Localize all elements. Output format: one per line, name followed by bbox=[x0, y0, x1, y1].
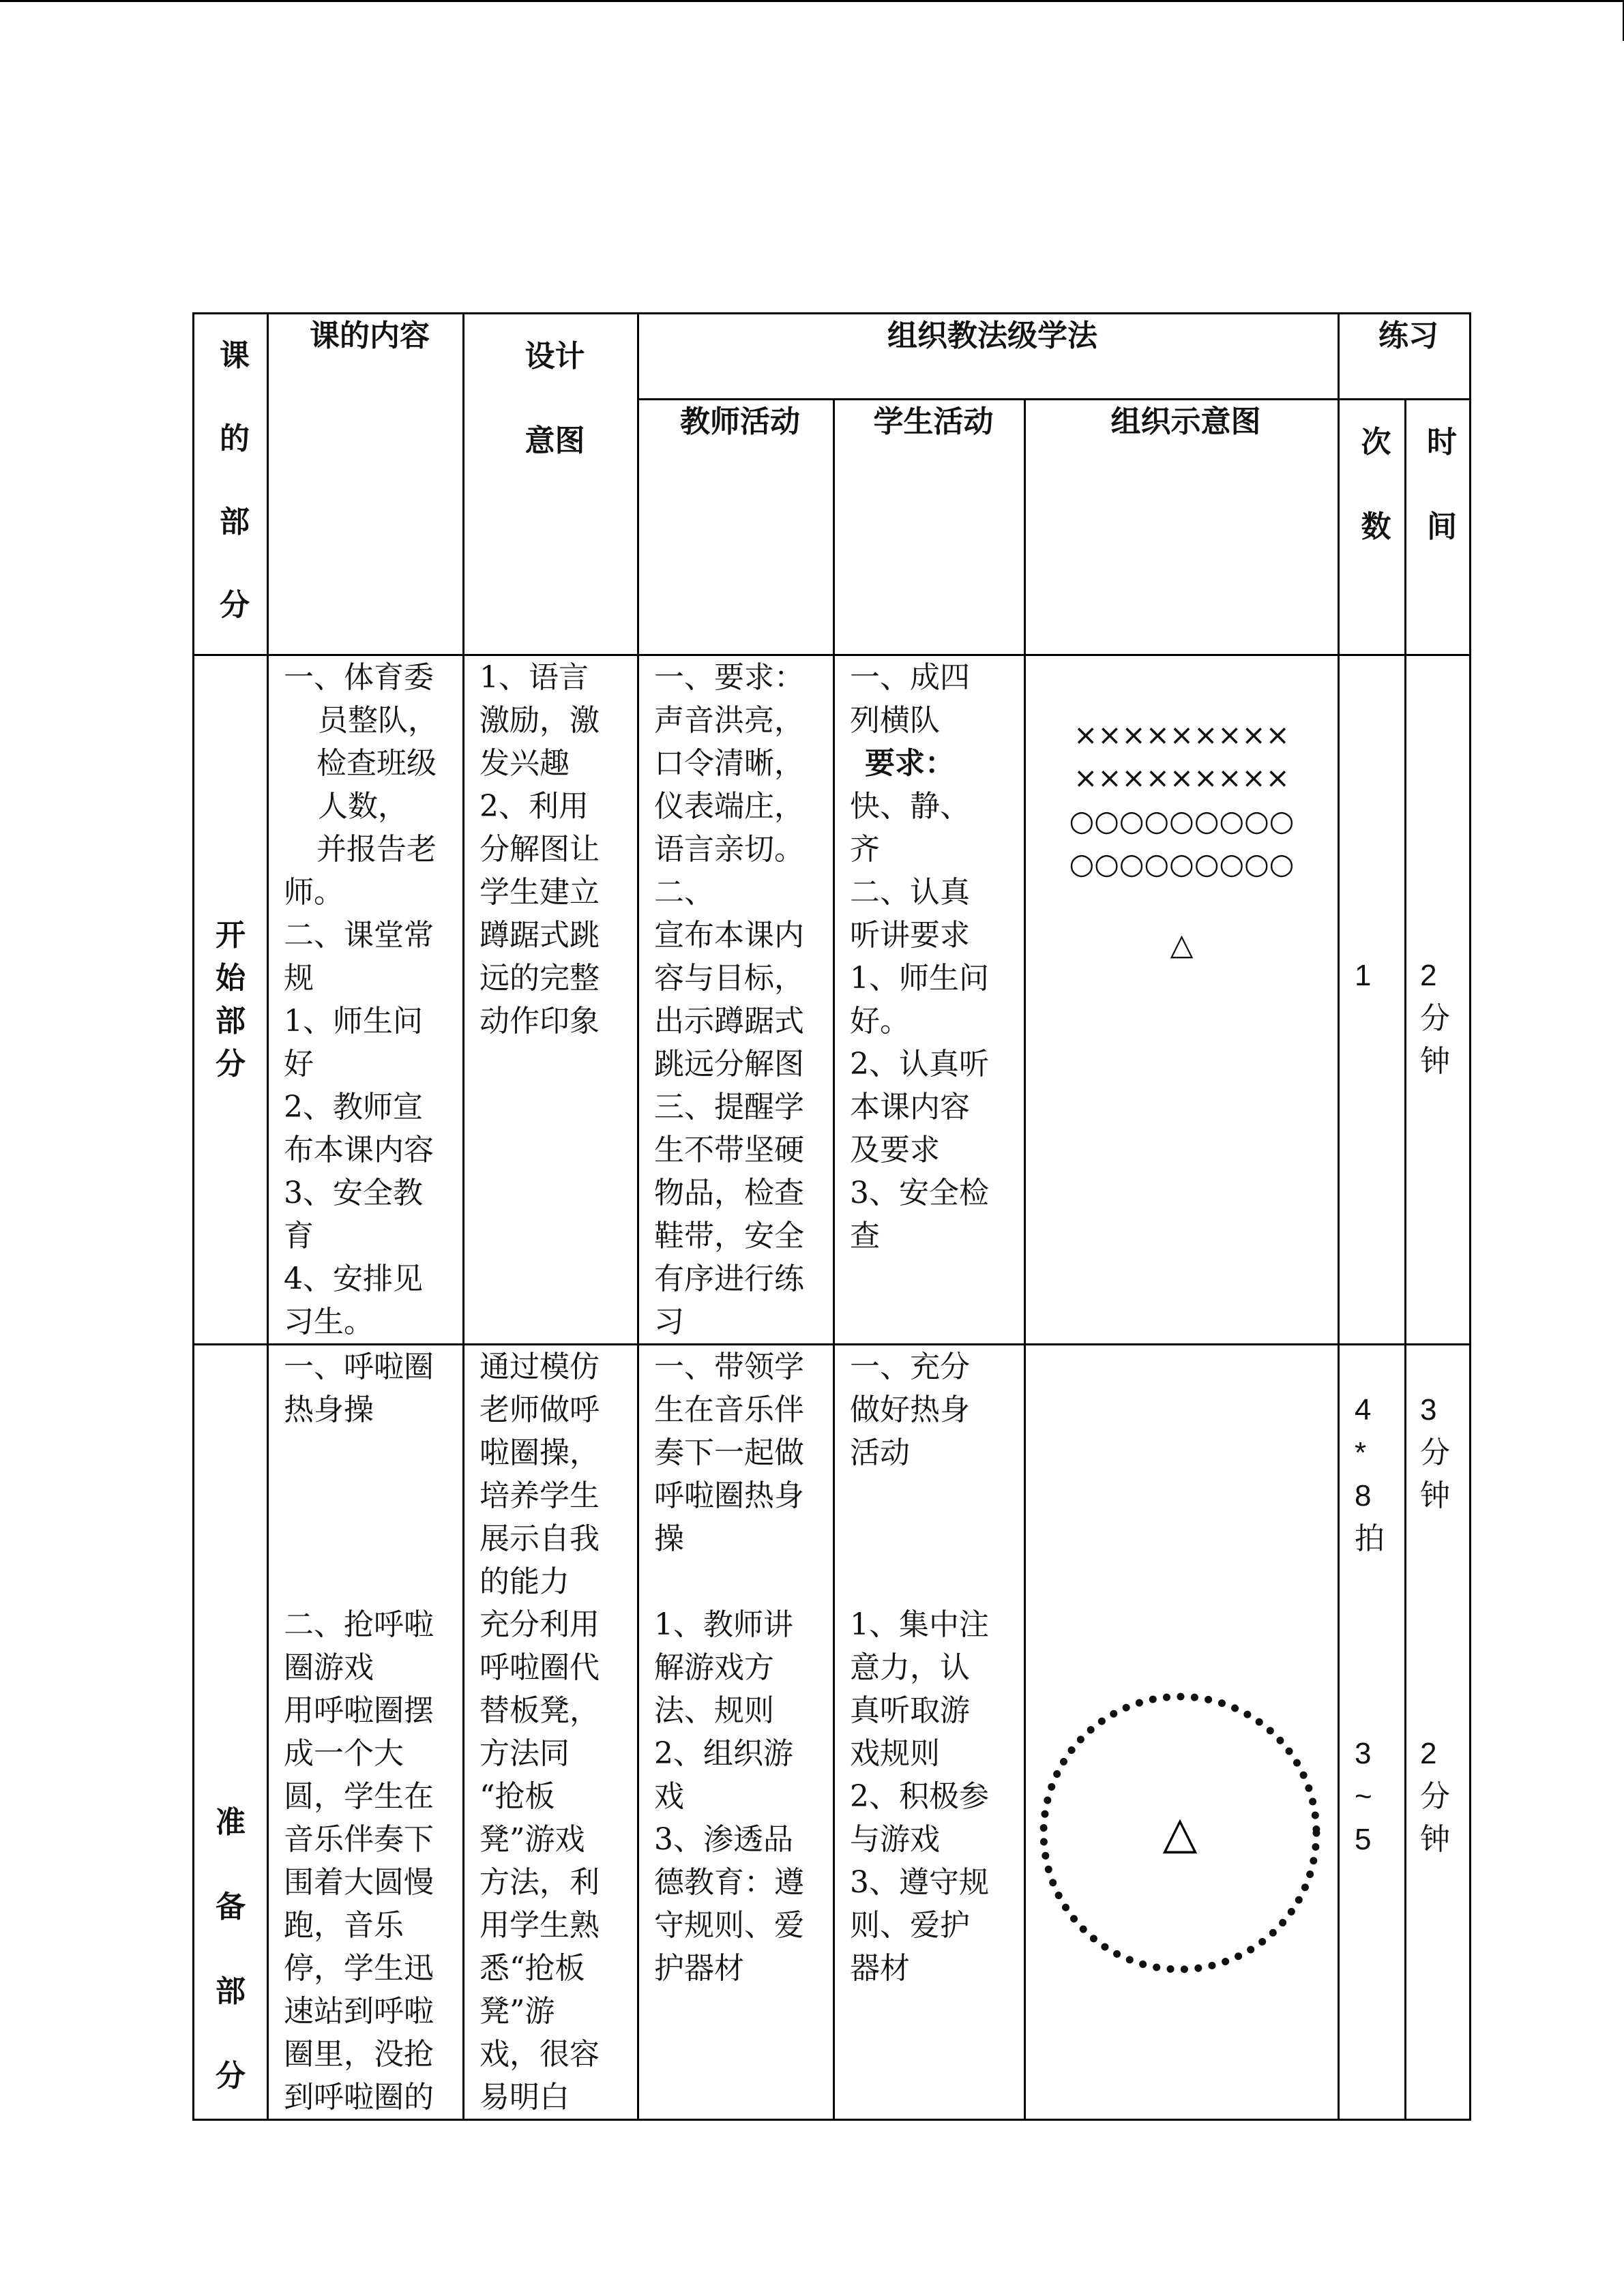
prep-student-activity: 一、充分 做好热身 活动 1、集中注 意力，认 真听取游 戏规则 2、积极参 与游戏 3、遵守规 则、爱护 器材 bbox=[834, 1345, 1025, 2120]
start-part-label: 开 始 部 分 bbox=[194, 655, 268, 1345]
start-count: 1 bbox=[1339, 655, 1406, 1345]
formation-row-cross-2: ××××××××× bbox=[1074, 761, 1290, 794]
header-teacher-activity: 教师活动 bbox=[638, 400, 834, 655]
header-organization-diagram: 组织示意图 bbox=[1025, 400, 1339, 655]
prep-circle-diagram bbox=[1025, 1345, 1339, 2120]
header-practice-group: 练习 bbox=[1339, 314, 1471, 400]
header-lesson-part: 课 的 部 分 bbox=[194, 314, 268, 655]
header-time: 时 间 bbox=[1406, 400, 1471, 655]
formation-row-circle-2: ○○○○○○○○○ bbox=[1069, 847, 1295, 880]
header-row-1 bbox=[194, 314, 1471, 400]
start-part-row bbox=[194, 655, 1471, 1345]
teacher-triangle-icon: △ bbox=[1162, 1806, 1197, 1859]
header-method-group: 组织教法级学法 bbox=[638, 314, 1339, 400]
prep-teacher-activity: 一、带领学 生在音乐伴 奏下一起做 呼啦圈热身 操 1、教师讲 解游戏方 法、规则 2、组织游 戏 3、渗透品 德教育：遵 守规则、爱 护器材 bbox=[638, 1345, 834, 2120]
header-lesson-content: 课的内容 bbox=[268, 314, 464, 655]
start-formation-diagram bbox=[1025, 655, 1339, 1345]
teacher-triangle-icon: △ bbox=[1170, 927, 1194, 962]
formation-row-cross-1: ××××××××× bbox=[1074, 718, 1290, 751]
page-top-border bbox=[0, 0, 1624, 2]
start-student-activity: 一、成四 列横队 要求： 快、静、 齐 二、认真 听讲要求 1、师生问 好。 2、认真听 本课内容 及要求 3、安全检 查 bbox=[834, 655, 1025, 1345]
prep-count: 4 * 8 拍 3 ~ 5 bbox=[1339, 1345, 1406, 2120]
header-count: 次 数 bbox=[1339, 400, 1406, 655]
prep-part-row bbox=[194, 1345, 1471, 2120]
prep-part-label: 准 备 部 分 bbox=[194, 1345, 268, 2120]
header-design-intent: 设计 意图 bbox=[464, 314, 638, 655]
hoop-circle-diagram bbox=[1035, 1690, 1329, 1990]
start-teacher-activity: 一、要求： 声音洪亮， 口令清晰， 仪表端庄， 语言亲切。 二、 宣布本课内 容与目标， 出示蹲踞式 跳远分解图 三、提醒学 生不带坚硬 物品，检查 鞋带，安全 有序进行练 习 bbox=[638, 655, 834, 1345]
prep-time: 3 分 钟 2 分 钟 bbox=[1406, 1345, 1471, 2120]
prep-content: 一、呼啦圈 热身操 二、抢呼啦 圈游戏 用呼啦圈摆 成一个大 圆，学生在 音乐伴奏下 围着大圆慢 跑，音乐 停，学生迅 速站到呼啦 圈里，没抢 到呼啦圈的 bbox=[268, 1345, 464, 2120]
start-design-intent: 1、语言 激励，激 发兴趣 2、利用 分解图让 学生建立 蹲踞式跳 远的完整 动作印象 bbox=[464, 655, 638, 1345]
start-time: 2 分 钟 bbox=[1406, 655, 1471, 1345]
prep-design-intent: 通过模仿 老师做呼 啦圈操， 培养学生 展示自我 的能力 充分利用 呼啦圈代 替板凳， 方法同 “抢板 凳”游戏 方法，利 用学生熟 悉“抢板 凳”游 戏，很容 易明白 bbox=[464, 1345, 638, 2120]
header-student-activity: 学生活动 bbox=[834, 400, 1025, 655]
formation-row-circle-1: ○○○○○○○○○ bbox=[1069, 804, 1295, 837]
lesson-plan-table bbox=[192, 312, 1471, 2121]
start-content: 一、体育委 员整队， 检查班级 人数， 并报告老 师。 二、课堂常 规 1、师生问 好 2、教师宣 布本课内容 3、安全教 育 4、安排见 习生。 bbox=[268, 655, 464, 1345]
formation-rows bbox=[1026, 713, 1338, 885]
